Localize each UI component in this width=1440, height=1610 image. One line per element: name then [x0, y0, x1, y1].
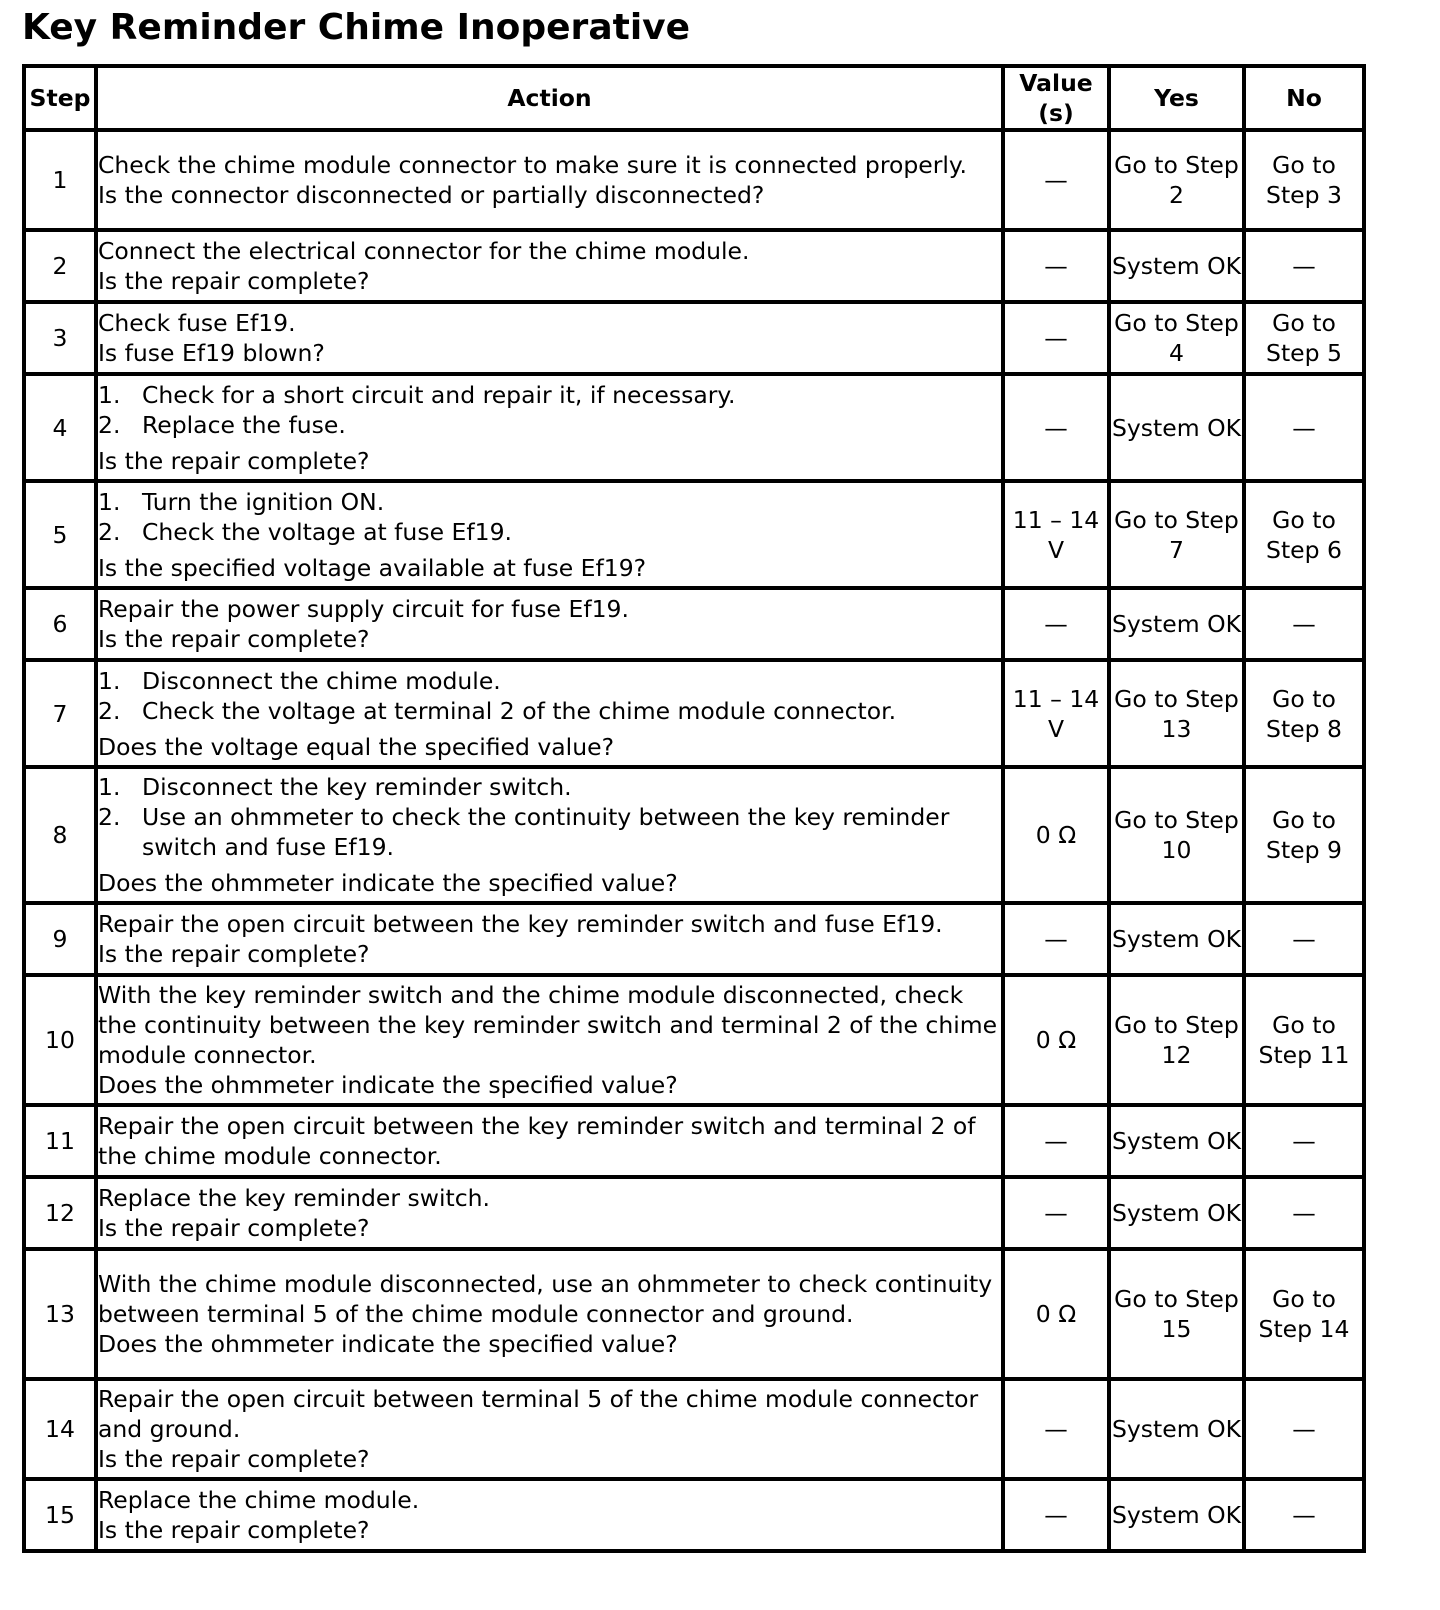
value-cell: — — [1003, 1177, 1109, 1249]
action-cell — [96, 903, 1003, 975]
step-number: 12 — [24, 1177, 96, 1249]
action-cell — [96, 767, 1003, 903]
value-cell: — — [1003, 903, 1109, 975]
substep-text: Disconnect the chime module. — [142, 666, 501, 695]
yes-result: Go to Step 2 — [1109, 130, 1244, 230]
action-question: Is the connector disconnected or partially disconnected? — [98, 181, 765, 209]
value-cell: 11 – 14 V — [1003, 660, 1109, 767]
action-cell — [96, 374, 1003, 481]
no-result: Go to Step 6 — [1244, 481, 1364, 588]
substep-number: 1. — [98, 773, 121, 801]
substep-text: Turn the ignition ON. — [142, 487, 385, 516]
action-question: Is the specified voltage available at fuse Ef19? — [98, 553, 647, 582]
no-result: — — [1244, 1177, 1364, 1249]
action-question: Is the repair complete? — [98, 625, 370, 653]
substep-item — [98, 410, 1001, 440]
no-result: — — [1244, 1105, 1364, 1177]
action-question: Is the repair complete? — [98, 1516, 370, 1544]
action-question: Does the ohmmeter indicate the specified value? — [98, 1071, 678, 1099]
step-number: 7 — [24, 660, 96, 767]
value-cell: — — [1003, 130, 1109, 230]
step-number: 10 — [24, 975, 96, 1105]
substep-list — [98, 666, 1001, 726]
action-cell — [96, 1379, 1003, 1479]
value-cell: 0 Ω — [1003, 975, 1109, 1105]
no-result: — — [1244, 230, 1364, 302]
table-row — [24, 767, 1364, 903]
value-cell: — — [1003, 588, 1109, 660]
substep-item — [98, 666, 1001, 696]
table-row — [24, 660, 1364, 767]
action-cell — [96, 302, 1003, 374]
table-row — [24, 302, 1364, 374]
step-number: 3 — [24, 302, 96, 374]
yes-result: System OK — [1109, 903, 1244, 975]
value-cell: — — [1003, 1105, 1109, 1177]
action-text: Check the chime module connector to make sure it is connected properly. — [98, 151, 967, 179]
action-cell — [96, 1479, 1003, 1551]
value-cell: 11 – 14 V — [1003, 481, 1109, 588]
substep-text: Check the voltage at fuse Ef19. — [142, 517, 512, 546]
substep-list — [98, 772, 1001, 862]
action-question: Is the repair complete? — [98, 267, 370, 295]
no-result: — — [1244, 1379, 1364, 1479]
step-number: 13 — [24, 1249, 96, 1379]
substep-item — [98, 380, 1001, 410]
substep-number: 1. — [98, 487, 121, 516]
step-number: 9 — [24, 903, 96, 975]
table-row — [24, 975, 1364, 1105]
action-text: Repair the open circuit between the key reminder switch and fuse Ef19. — [98, 910, 943, 938]
value-cell: — — [1003, 374, 1109, 481]
action-cell — [96, 130, 1003, 230]
yes-result: Go to Step 13 — [1109, 660, 1244, 767]
action-text: Connect the electrical connector for the chime module. — [98, 237, 750, 265]
value-cell: — — [1003, 1379, 1109, 1479]
no-result: Go to Step 5 — [1244, 302, 1364, 374]
action-question: Does the voltage equal the specified value? — [98, 732, 615, 761]
step-number: 1 — [24, 130, 96, 230]
table-header-row — [24, 66, 1364, 130]
value-cell: 0 Ω — [1003, 1249, 1109, 1379]
table-row — [24, 1177, 1364, 1249]
no-result: Go to Step 11 — [1244, 975, 1364, 1105]
substep-text: Replace the fuse. — [142, 410, 346, 439]
substep-list — [98, 380, 1001, 440]
action-text: With the key reminder switch and the chime module disconnected, check the continuity between the key reminder switch and terminal 2 of the chime module connector. — [98, 981, 998, 1069]
action-question: Is the repair complete? — [98, 1445, 370, 1473]
no-result: — — [1244, 1479, 1364, 1551]
table-row — [24, 481, 1364, 588]
table-row — [24, 1379, 1364, 1479]
step-number: 6 — [24, 588, 96, 660]
yes-result: System OK — [1109, 1479, 1244, 1551]
action-cell — [96, 1105, 1003, 1177]
action-question: Is the repair complete? — [98, 446, 370, 475]
yes-result: System OK — [1109, 1177, 1244, 1249]
action-question: Does the ohmmeter indicate the specified value? — [98, 1330, 678, 1358]
action-question: Is the repair complete? — [98, 940, 370, 968]
table-body — [24, 130, 1364, 1551]
column-header-yes: Yes — [1109, 66, 1244, 130]
step-number: 11 — [24, 1105, 96, 1177]
action-cell — [96, 660, 1003, 767]
substep-item — [98, 696, 1001, 726]
action-cell — [96, 1249, 1003, 1379]
table-row — [24, 1105, 1364, 1177]
substep-item — [98, 772, 1001, 802]
step-number: 15 — [24, 1479, 96, 1551]
action-question: Is the repair complete? — [98, 1214, 370, 1242]
no-result: Go to Step 14 — [1244, 1249, 1364, 1379]
value-cell: — — [1003, 302, 1109, 374]
table-row — [24, 1249, 1364, 1379]
yes-result: Go to Step 15 — [1109, 1249, 1244, 1379]
table-row — [24, 1479, 1364, 1551]
yes-result: Go to Step 4 — [1109, 302, 1244, 374]
action-text: With the chime module disconnected, use an ohmmeter to check continuity between terminal 5 of the chime module connector and ground. — [98, 1270, 993, 1328]
value-cell: — — [1003, 1479, 1109, 1551]
action-text: Repair the open circuit between the key reminder switch and terminal 2 of the chime module connector. — [98, 1112, 976, 1170]
substep-list — [98, 487, 1001, 547]
substep-number: 1. — [98, 666, 121, 695]
action-question: Does the ohmmeter indicate the specified value? — [98, 869, 678, 897]
diagnostic-table — [22, 64, 1366, 1553]
column-header-step: Step — [24, 66, 96, 130]
step-number: 4 — [24, 374, 96, 481]
yes-result: System OK — [1109, 588, 1244, 660]
substep-text: Check the voltage at terminal 2 of the chime module connector. — [142, 696, 897, 725]
yes-result: Go to Step 12 — [1109, 975, 1244, 1105]
step-number: 14 — [24, 1379, 96, 1479]
table-row — [24, 374, 1364, 481]
no-result: — — [1244, 588, 1364, 660]
column-header-no: No — [1244, 66, 1364, 130]
no-result: — — [1244, 903, 1364, 975]
yes-result: Go to Step 10 — [1109, 767, 1244, 903]
no-result: Go to Step 8 — [1244, 660, 1364, 767]
action-question: Is fuse Ef19 blown? — [98, 339, 325, 367]
table-row — [24, 588, 1364, 660]
no-result: — — [1244, 374, 1364, 481]
column-header-action: Action — [96, 66, 1003, 130]
yes-result: System OK — [1109, 1105, 1244, 1177]
table-row — [24, 130, 1364, 230]
step-number: 8 — [24, 767, 96, 903]
yes-result: System OK — [1109, 374, 1244, 481]
table-row — [24, 230, 1364, 302]
column-header-value: Value (s) — [1003, 66, 1109, 130]
action-text: Repair the open circuit between terminal 5 of the chime module connector and ground. — [98, 1385, 979, 1443]
yes-result: System OK — [1109, 1379, 1244, 1479]
substep-number: 2. — [98, 696, 121, 725]
substep-number: 2. — [98, 803, 121, 831]
substep-text: Disconnect the key reminder switch. — [142, 773, 572, 801]
yes-result: Go to Step 7 — [1109, 481, 1244, 588]
substep-number: 2. — [98, 517, 121, 546]
substep-number: 1. — [98, 380, 121, 409]
action-cell — [96, 588, 1003, 660]
yes-result: System OK — [1109, 230, 1244, 302]
substep-item — [98, 487, 1001, 517]
page-title: Key Reminder Chime Inoperative — [22, 7, 691, 48]
action-cell — [96, 1177, 1003, 1249]
step-number: 5 — [24, 481, 96, 588]
table-row — [24, 903, 1364, 975]
substep-item — [98, 517, 1001, 547]
action-text: Replace the chime module. — [98, 1486, 420, 1514]
action-text: Check fuse Ef19. — [98, 309, 296, 337]
value-cell: 0 Ω — [1003, 767, 1109, 903]
value-cell: — — [1003, 230, 1109, 302]
action-cell — [96, 975, 1003, 1105]
no-result: Go to Step 9 — [1244, 767, 1364, 903]
substep-item — [98, 802, 1001, 862]
action-cell — [96, 230, 1003, 302]
no-result: Go to Step 3 — [1244, 130, 1364, 230]
action-text: Replace the key reminder switch. — [98, 1184, 490, 1212]
action-cell — [96, 481, 1003, 588]
substep-text: Check for a short circuit and repair it, if necessary. — [142, 380, 736, 409]
substep-text: Use an ohmmeter to check the continuity between the key reminder switch and fuse Ef19. — [142, 803, 950, 861]
substep-number: 2. — [98, 410, 121, 439]
step-number: 2 — [24, 230, 96, 302]
action-text: Repair the power supply circuit for fuse Ef19. — [98, 595, 629, 623]
